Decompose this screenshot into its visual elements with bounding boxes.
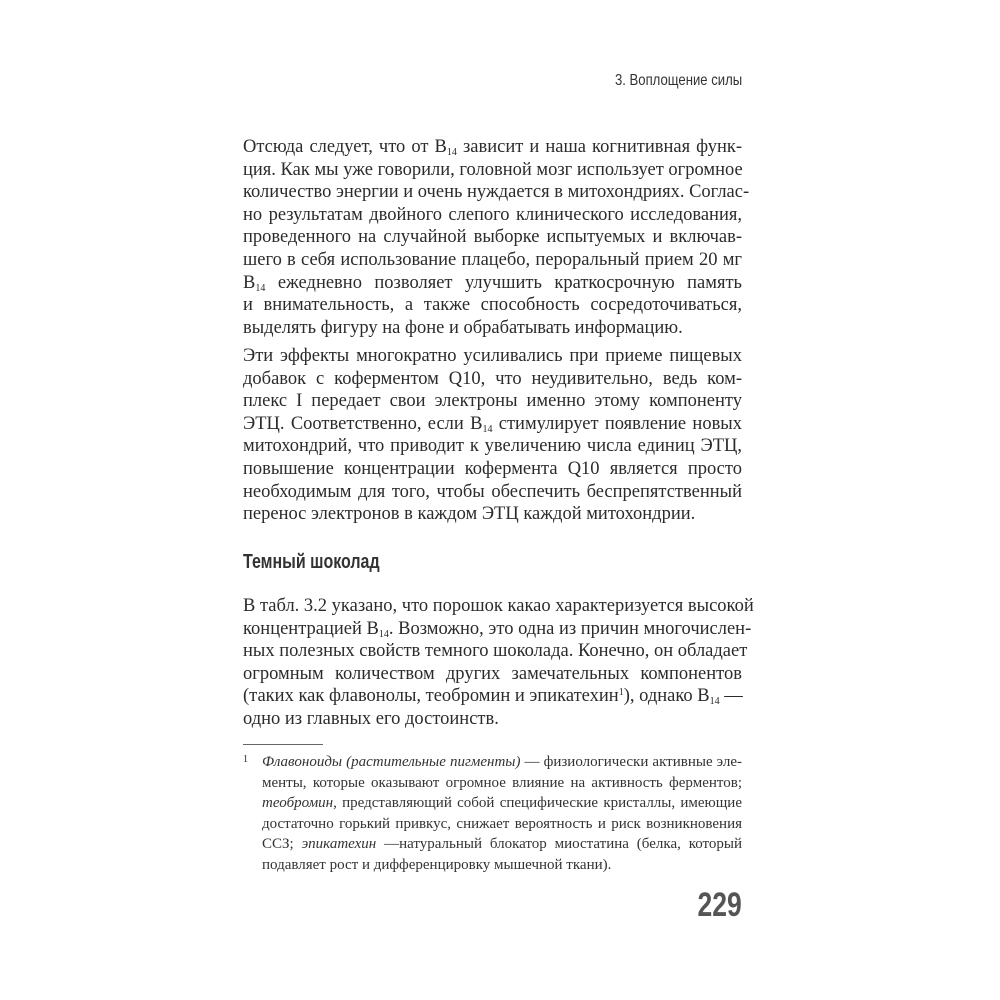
text-line bbox=[243, 272, 742, 295]
text-line bbox=[243, 855, 742, 876]
text-segment: , представляющий собой специфические кристаллы, имеющие bbox=[333, 795, 742, 812]
text-segment: проведенного на случайной выборке испытуемых и включав- bbox=[243, 227, 742, 248]
text-line bbox=[243, 159, 742, 182]
text-line bbox=[243, 458, 742, 481]
text-line bbox=[243, 752, 742, 773]
text-segment: выделять фигуру на фоне и обрабатывать информацию. bbox=[243, 317, 683, 338]
text-segment: но результатам двойного слепого клинического исследования, bbox=[243, 204, 742, 225]
text-segment: шего в себя использование плацебо, пероральный прием 20 мг bbox=[243, 249, 742, 270]
text-line bbox=[243, 226, 742, 249]
text-line bbox=[243, 595, 754, 618]
subscript: 14 bbox=[255, 282, 266, 294]
text-segment: необходимым для того, чтобы обеспечить беспрепятственный bbox=[243, 481, 742, 502]
text-segment: Отсюда следует, что от B bbox=[243, 137, 447, 157]
subscript: 14 bbox=[709, 696, 720, 708]
text-line bbox=[243, 294, 742, 317]
text-line bbox=[243, 181, 750, 204]
text-segment: зависит и наша когнитивная функ- bbox=[456, 137, 742, 157]
text-line bbox=[243, 618, 752, 641]
text-segment: подавляет рост и дифференцировку мышечной ткани). bbox=[262, 856, 612, 873]
text-line bbox=[243, 368, 742, 391]
text-segment: — bbox=[719, 686, 743, 707]
paragraph-1 bbox=[243, 136, 750, 339]
text-segment: и внимательность, а также способность сосредоточиваться, bbox=[243, 295, 742, 316]
footnote-text bbox=[243, 752, 742, 876]
subscript: 14 bbox=[446, 147, 457, 158]
text-segment: огромным количеством других замечательных компонентов bbox=[243, 663, 742, 684]
text-segment: Флавоноиды (растительные пигменты) bbox=[262, 754, 521, 770]
text-segment: ЭТЦ. Соответственно, если B bbox=[243, 413, 483, 434]
text-line bbox=[243, 503, 742, 526]
paragraph-3 bbox=[243, 595, 754, 731]
text-segment: одно из главных его достоинств. bbox=[243, 708, 499, 729]
text-line bbox=[243, 204, 742, 227]
text-segment: митохондрий, что приводит к увеличению числа единиц ЭТЦ, bbox=[243, 436, 742, 457]
text-segment: эпикатехин bbox=[301, 836, 377, 853]
text-line bbox=[243, 708, 742, 731]
text-segment: . Возможно, это одна из причин многочислен- bbox=[388, 618, 752, 639]
footnote bbox=[243, 752, 742, 876]
text-segment: ных полезных свойств темного шоколада. Конечно, он обладает bbox=[243, 641, 748, 662]
text-segment: плекс I передает свои электроны именно этому компоненту bbox=[243, 391, 742, 412]
text-line bbox=[243, 834, 742, 855]
text-segment: (таких как флавонолы, теобромин и эпикатехин bbox=[243, 686, 619, 707]
text-segment: количество энергии и очень нуждается в митохондриях. Соглас- bbox=[243, 182, 750, 203]
section-heading: Темный шоколад bbox=[243, 551, 380, 573]
text-segment: теобромин bbox=[262, 795, 334, 812]
text-segment: менты, которые оказывают огромное влияние на активность ферментов; bbox=[262, 774, 742, 791]
text-segment: Эти эффекты многократно усиливались при приеме пищевых bbox=[243, 346, 742, 366]
text-segment: добавок с коферментом Q10, что неудивительно, ведь ком- bbox=[243, 368, 742, 389]
running-header: 3. Воплощение силы bbox=[614, 72, 742, 89]
text-line bbox=[243, 814, 742, 835]
text-line bbox=[243, 136, 742, 159]
paragraph-2 bbox=[243, 345, 742, 526]
text-line bbox=[243, 249, 742, 272]
text-line bbox=[243, 413, 742, 436]
text-segment: —натуральный блокатор миостатина (белка, который bbox=[376, 836, 742, 853]
text-segment: — физиологически активные эле- bbox=[520, 754, 742, 770]
subscript: 14 bbox=[378, 628, 389, 640]
text-segment: достаточно горький привкус, снижает вероятность и риск возникновения bbox=[262, 815, 742, 832]
page-number: 229 bbox=[697, 886, 742, 924]
text-segment: B bbox=[243, 272, 256, 293]
text-segment: ), однако B bbox=[623, 686, 710, 707]
text-segment: концентрацией B bbox=[243, 618, 379, 639]
text-line bbox=[243, 793, 742, 814]
text-line bbox=[243, 435, 742, 458]
footnote-divider bbox=[243, 744, 323, 745]
text-line bbox=[243, 345, 742, 368]
footnote-mark: 1 bbox=[243, 754, 248, 765]
text-line bbox=[243, 317, 742, 340]
text-line bbox=[243, 773, 742, 794]
text-segment: ежедневно позволяет улучшить краткосрочную память bbox=[265, 272, 742, 293]
text-segment: повышение концентрации кофермента Q10 является просто bbox=[243, 458, 742, 479]
text-line bbox=[243, 685, 742, 708]
text-segment: В табл. 3.2 указано, что порошок какао характеризуется высокой bbox=[243, 596, 754, 616]
subscript: 14 bbox=[482, 423, 493, 435]
text-line bbox=[243, 663, 742, 686]
text-segment: стимулирует появление новых bbox=[492, 413, 742, 434]
text-segment: ция. Как мы уже говорили, головной мозг использует огромное bbox=[243, 159, 743, 180]
text-line bbox=[243, 481, 742, 504]
text-segment: ССЗ; bbox=[262, 836, 302, 853]
footnote-ref: 1 bbox=[618, 687, 624, 699]
text-line bbox=[243, 640, 748, 663]
text-segment: перенос электронов в каждом ЭТЦ каждой митохондрии. bbox=[243, 504, 696, 525]
text-line bbox=[243, 390, 742, 413]
